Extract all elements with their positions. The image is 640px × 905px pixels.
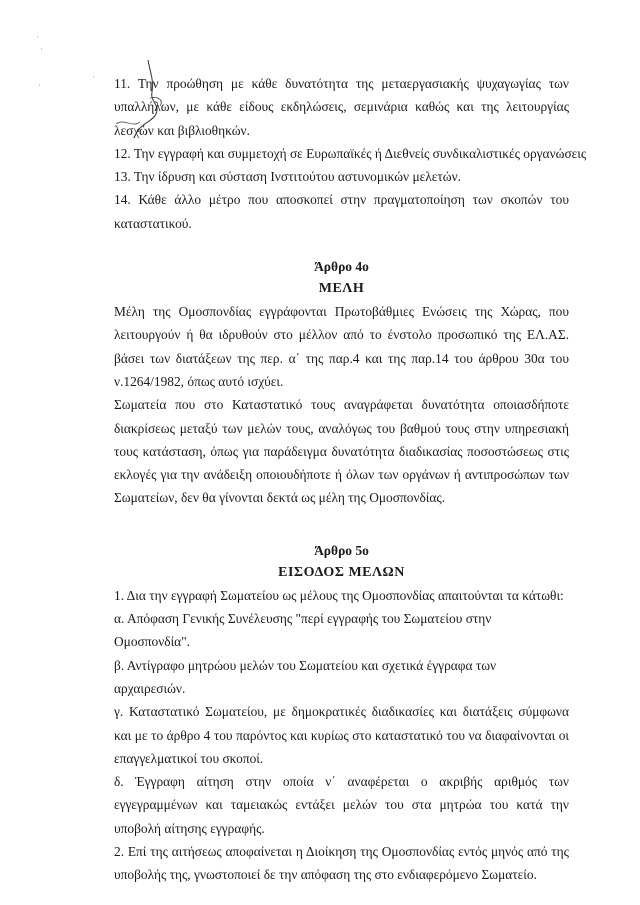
article-4-section xyxy=(114,256,569,510)
margin-mark: · xyxy=(92,72,95,82)
margin-mark: · xyxy=(38,80,41,90)
paragraph: γ. Καταστατικό Σωματείου, με δημοκρατικές διαδικασίες και διατάξεις σύμφωνα και με το άρθρο 4 του παρόντος και κυρίως στο καταστατικό του να διαφαίνονται οι επαγγελματικοί του σκοποί. xyxy=(114,704,569,766)
article-title: Άρθρο 5ο xyxy=(314,542,369,558)
paragraph: 1. Δια την εγγραφή Σωματείου ως μέλους της Ομοσπονδίας απαιτούνται τα κάτωθι: xyxy=(114,587,564,603)
paragraph: 2. Επί της αιτήσεως αποφαίνεται η Διοίκηση της Ομοσπονδίας εντός μηνός από της υποβολής της, γνωστοποιεί δε την απόφαση της στο ενδιαφερόμενο Σωματείο. xyxy=(114,844,569,883)
list-item: 14. Κάθε άλλο μέτρο που αποσκοπεί στην πραγματοποίηση των σκοπών του καταστατικού. xyxy=(114,192,569,231)
paragraph: Μέλη της Ομοσπονδίας εγγράφονται Πρωτοβάθμιες Ενώσεις της Χώρας, που λειτουργούν ή θα ιδρυθούν στο μέλλον από το ένστολο προσωπικό της ΕΛ.ΑΣ. βάσει των διατάξεων της περ. α΄ της παρ.4 και της παρ.14 του άρθρου 30α του ν.1264/1982, όπως αυτό ισχύει. xyxy=(114,304,569,389)
paragraph: β. Αντίγραφο μητρώου μελών του Σωματείου και σχετικά έγγραφα των αρχαιρεσιών. xyxy=(114,657,497,696)
list-item: 13. Την ίδρυση και σύσταση Ινστιτούτου αστυνομικών μελετών. xyxy=(114,169,461,185)
paragraph: δ. Έγγραφη αίτηση στην οποία ν΄ αναφέρεται ο ακριβής αριθμός των εγγεγραμμένων και ταμειακώς εντάξει μελών του στα μητρώα του κατά την υποβολή αίτησης εγγραφής. xyxy=(114,774,569,836)
margin-mark: · xyxy=(40,44,43,54)
section-heading: ΕΙΣΟΔΟΣ ΜΕΛΩΝ xyxy=(278,564,405,580)
paragraph: α. Απόφαση Γενικής Συνέλευσης "περί εγγραφής του Σωματείου στην Ομοσπονδία". xyxy=(114,611,492,650)
list-item: 11. Την προώθηση με κάθε δυνατότητα της μεταεργασιακής ψυχαγωγίας των υπαλλήλων, με κάθε είδους εκδηλώσεις, σεμινάρια καθώς και της λειτουργίας λεσχών και βιβλιοθηκών. xyxy=(114,76,569,138)
section-heading: ΜΕΛΗ xyxy=(318,281,365,297)
list-item: 12. Την εγγραφή και συμμετοχή σε Ευρωπαϊκές ή Διεθνείς συνδικαλιστικές οργανώσεις xyxy=(114,145,587,161)
margin-mark: · xyxy=(36,32,39,42)
article-title: Άρθρο 4ο xyxy=(314,259,369,275)
objectives-list xyxy=(114,72,587,235)
paragraph: Σωματεία που στο Καταστατικό τους αναγράφεται δυνατότητα οποιασδήποτε διακρίσεως μεταξύ των μελών τους, αναλόγως του βαθμού τους στην υπηρεσιακή τους κατάσταση, όπως για παράδειγμα δυνατότητα διαδικασίας ποσοστώσεως στις εκλογές για την ανάδειξη οποιουδήποτε ή όλων των οργάνων ή αντιπροσώπων των Σωματείων, δεν θα γίνονται δεκτά ως μέλη της Ομοσπονδίας. xyxy=(114,397,569,506)
document-body xyxy=(114,72,587,887)
article-5-section xyxy=(114,540,569,887)
